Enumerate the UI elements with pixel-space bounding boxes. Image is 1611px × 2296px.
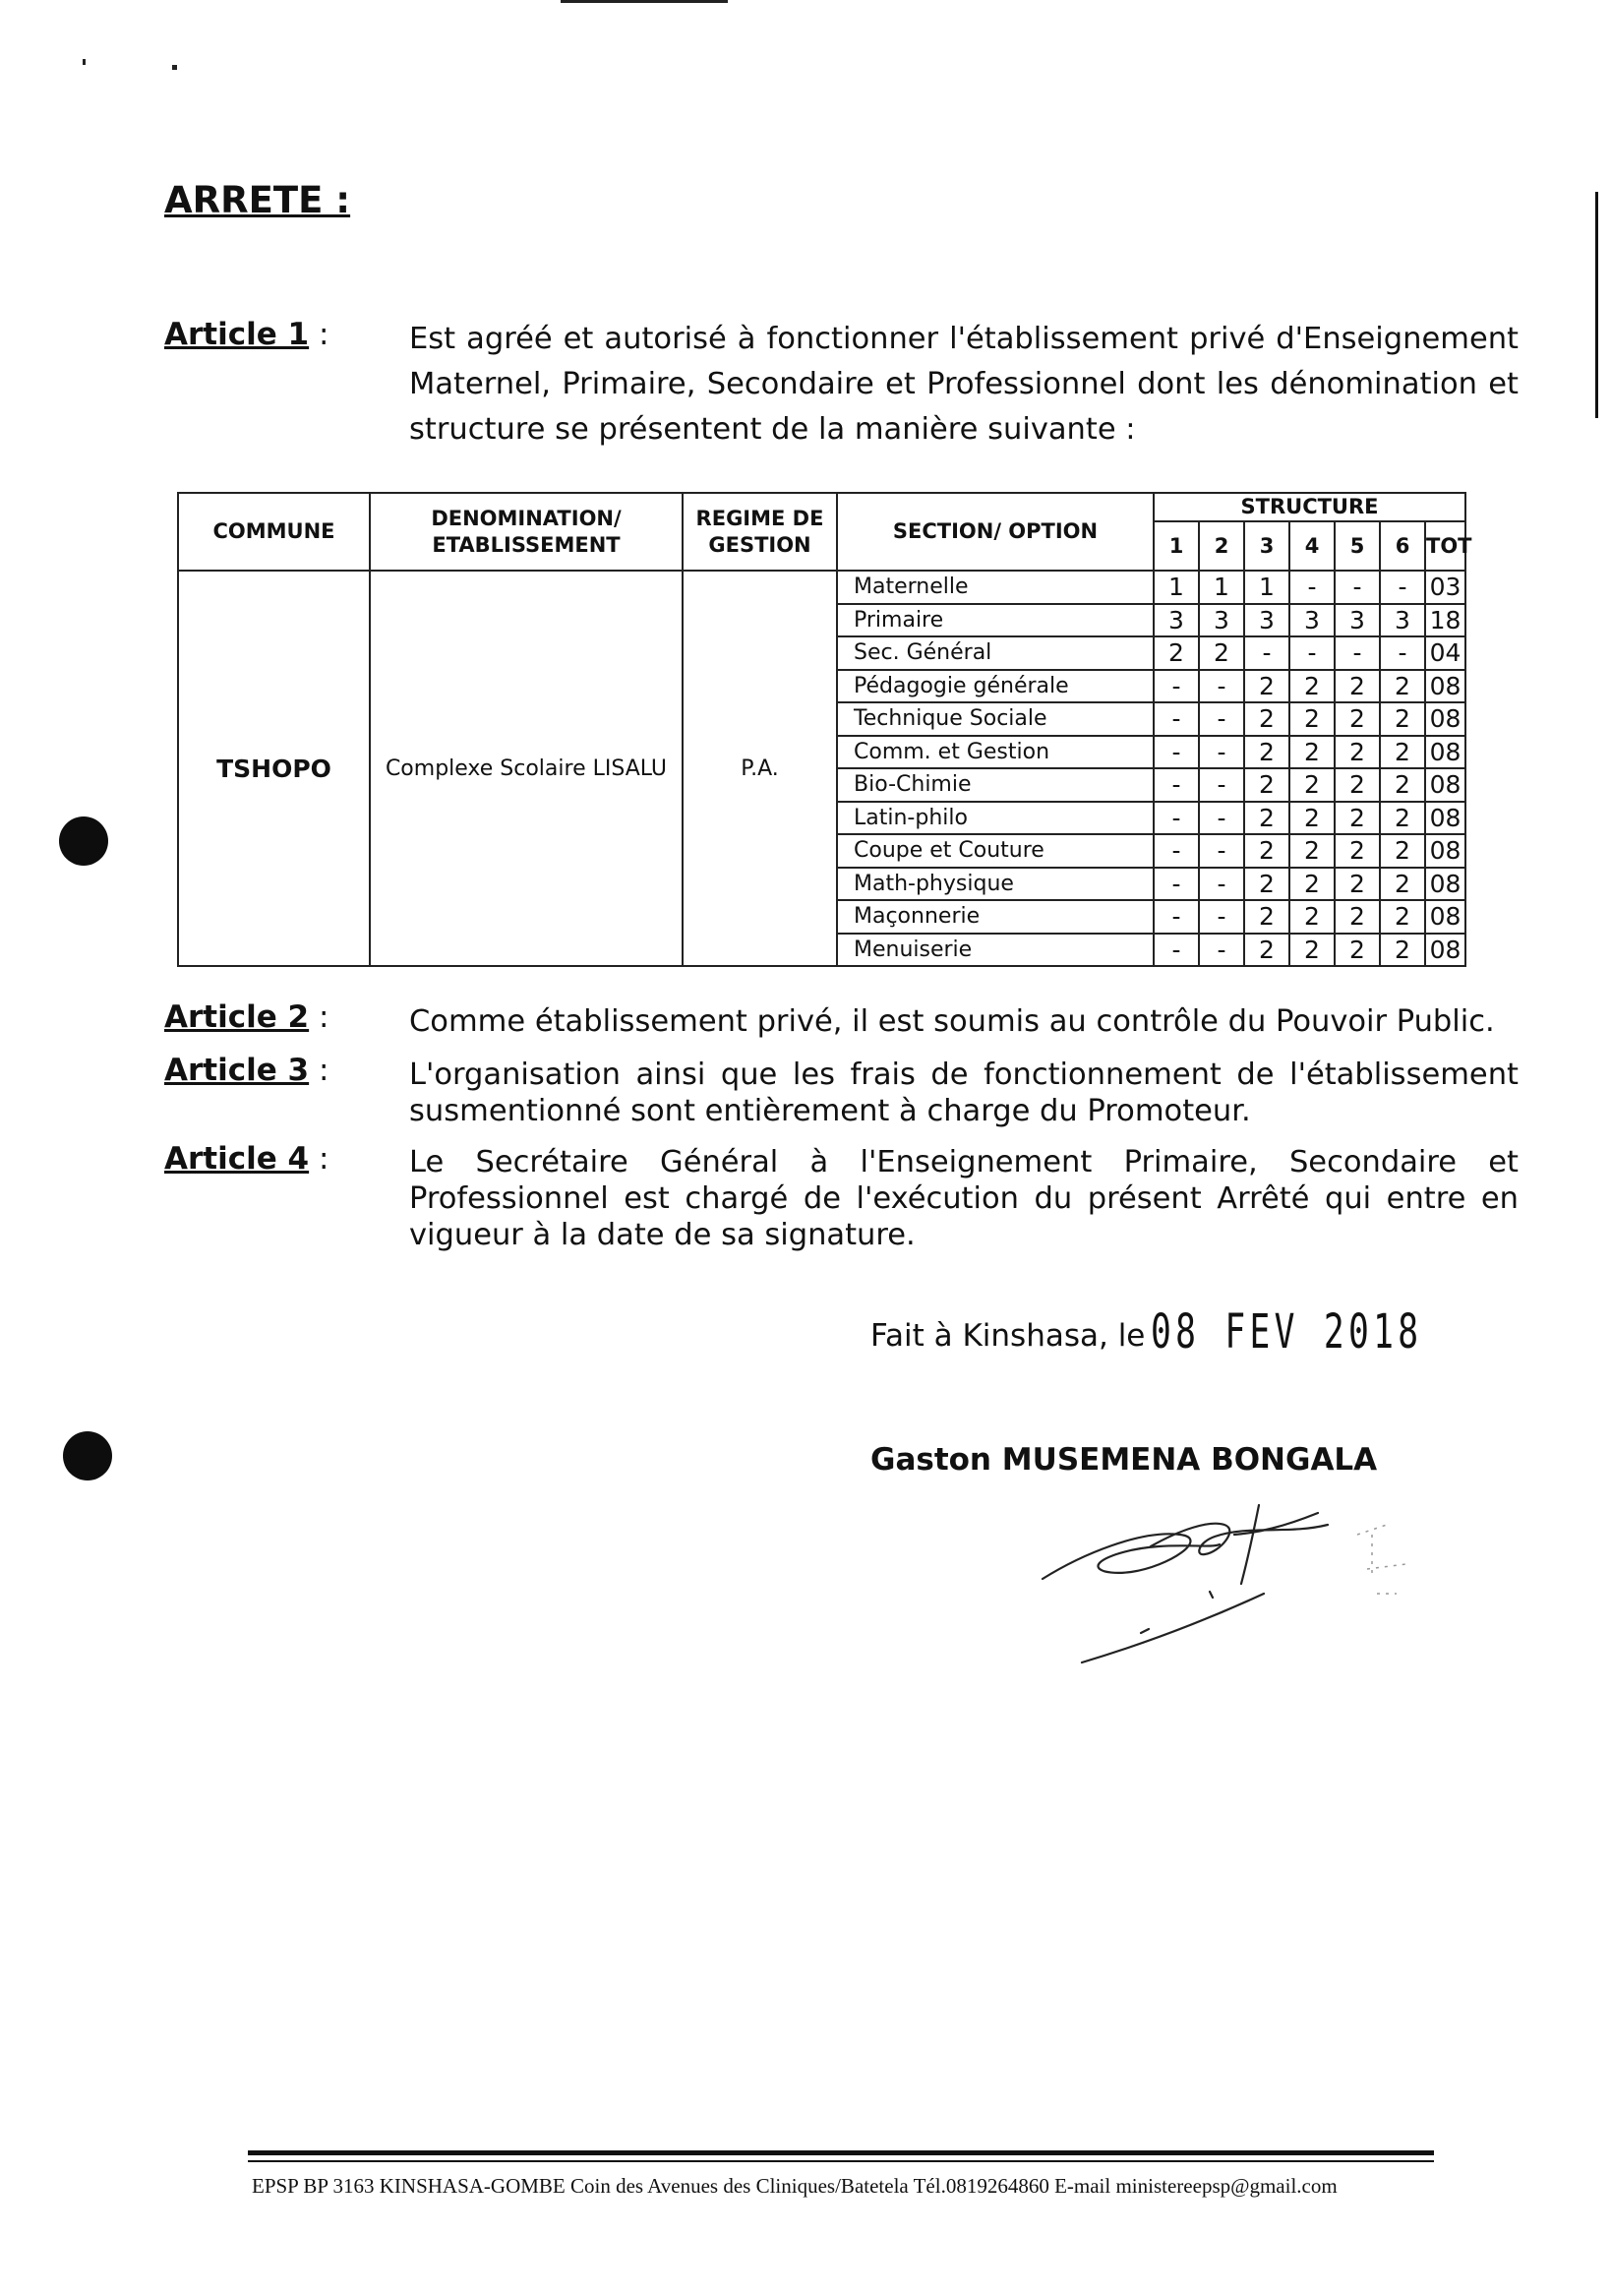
level-cell: 2 [1335,670,1380,703]
level-cell: 2 [1335,900,1380,934]
level-cell: 2 [1244,736,1289,769]
level-cell: - [1154,802,1199,835]
level-cell: 2 [1289,868,1335,901]
level-cell: 2 [1380,934,1425,967]
level-cell: 2 [1380,736,1425,769]
level-cell: 2 [1244,670,1289,703]
date-stamp: 08 FEV 2018 [1151,1304,1423,1359]
option-cell: Menuiserie [837,934,1154,967]
level-cell: - [1199,934,1244,967]
total-cell: 08 [1425,768,1465,802]
level-cell: 2 [1154,636,1199,670]
level-cell: - [1199,802,1244,835]
regime-cell: P.A. [683,571,837,966]
level-cell: - [1154,768,1199,802]
level-cell: 2 [1335,934,1380,967]
level-cell: 2 [1244,702,1289,736]
header-level: 2 [1199,521,1244,571]
article-3-label [164,1053,328,1088]
header-denomination: DENOMINATION/ ETABLISSEMENT [370,493,683,571]
header-total: TOT [1425,521,1465,571]
level-cell: 2 [1380,802,1425,835]
article-3-text: L'organisation ainsi que les frais de fonctionnement de l'établissement susmentionné sont entièrement à charge du Promoteur. [409,1057,1519,1128]
level-cell: 2 [1289,802,1335,835]
option-cell: Maçonnerie [837,900,1154,934]
level-cell: 2 [1244,934,1289,967]
level-cell: - [1154,736,1199,769]
option-cell: Pédagogie générale [837,670,1154,703]
level-cell: 2 [1289,900,1335,934]
level-cell: - [1154,934,1199,967]
scan-speck [83,59,86,65]
article-4-label [164,1141,328,1177]
level-cell: 2 [1244,768,1289,802]
level-cell: 2 [1335,768,1380,802]
option-cell: Comm. et Gestion [837,736,1154,769]
article-label-text: Article 2 [164,999,310,1035]
total-cell: 08 [1425,736,1465,769]
total-cell: 08 [1425,702,1465,736]
level-cell: - [1199,768,1244,802]
level-cell: 2 [1289,934,1335,967]
level-cell: 2 [1244,900,1289,934]
level-cell: - [1199,702,1244,736]
header-level: 1 [1154,521,1199,571]
article-label-separator: : [309,999,329,1035]
level-cell: - [1154,868,1199,901]
level-cell: 1 [1244,571,1289,604]
table-row [178,571,1465,604]
header-level: 4 [1289,521,1335,571]
level-cell: - [1199,670,1244,703]
header-level: 5 [1335,521,1380,571]
commune-cell: TSHOPO [178,571,370,966]
level-cell: - [1199,868,1244,901]
scan-speck [561,0,728,3]
article-1-label [164,317,328,352]
place-of-signature: Fait à Kinshasa, le [870,1318,1146,1354]
total-cell: 08 [1425,900,1465,934]
punch-hole [63,1431,112,1480]
level-cell: 2 [1380,834,1425,868]
level-cell: 3 [1199,604,1244,637]
level-cell: 2 [1380,670,1425,703]
footer-address: EPSP BP 3163 KINSHASA-GOMBE Coin des Avenues des Cliniques/Batetela Tél.0819264860 E-mail ministereepsp@gmail.com [252,2174,1338,2198]
option-cell: Latin-philo [837,802,1154,835]
level-cell: 3 [1289,604,1335,637]
header-regime: REGIME DE GESTION [683,493,837,571]
level-cell: 2 [1380,900,1425,934]
level-cell: 2 [1335,802,1380,835]
article-2-label [164,999,328,1035]
total-cell: 08 [1425,670,1465,703]
option-cell: Primaire [837,604,1154,637]
level-cell: 1 [1154,571,1199,604]
level-cell: 2 [1380,868,1425,901]
scan-speck [172,65,177,70]
level-cell: 2 [1244,834,1289,868]
article-label-text: Article 3 [164,1053,310,1088]
level-cell: - [1199,834,1244,868]
total-cell: 08 [1425,934,1465,967]
footer-rule [248,2160,1434,2162]
document-heading: ARRETE : [164,179,351,221]
option-cell: Sec. Général [837,636,1154,670]
total-cell: 08 [1425,834,1465,868]
article-label-text: Article 1 [164,317,310,352]
level-cell: 2 [1335,834,1380,868]
article-label-separator: : [309,317,329,352]
level-cell: - [1289,571,1335,604]
level-cell: 2 [1289,834,1335,868]
level-cell: 2 [1289,736,1335,769]
structure-table [177,492,1472,967]
level-cell: - [1289,636,1335,670]
level-cell: - [1199,900,1244,934]
signer-name: Gaston MUSEMENA BONGALA [870,1442,1378,1478]
level-cell: 2 [1380,768,1425,802]
option-cell: Math-physique [837,868,1154,901]
header-section: SECTION/ OPTION [837,493,1154,571]
total-cell: 08 [1425,868,1465,901]
level-cell: 2 [1380,702,1425,736]
level-cell: 3 [1154,604,1199,637]
footer-rule [248,2150,1434,2155]
header-level: 3 [1244,521,1289,571]
level-cell: - [1154,702,1199,736]
level-cell: 3 [1335,604,1380,637]
level-cell: - [1335,571,1380,604]
level-cell: 2 [1244,802,1289,835]
total-cell: 08 [1425,802,1465,835]
level-cell: 2 [1335,702,1380,736]
level-cell: 3 [1244,604,1289,637]
article-label-separator: : [309,1053,329,1088]
header-level: 6 [1380,521,1425,571]
level-cell: - [1154,900,1199,934]
level-cell: 2 [1289,670,1335,703]
level-cell: 1 [1199,571,1244,604]
option-cell: Technique Sociale [837,702,1154,736]
punch-hole [59,816,108,866]
level-cell: - [1244,636,1289,670]
scan-edge-mark [1595,192,1598,418]
article-2-text: Comme établissement privé, il est soumis au contrôle du Pouvoir Public. [409,1004,1495,1039]
total-cell: 18 [1425,604,1465,637]
article-1-text: Est agréé et autorisé à fonctionner l'établissement privé d'Enseignement Maternel, Primaire, Secondaire et Professionnel dont les dénomination et structure se présentent de la manière suivante : [409,322,1519,447]
level-cell: 2 [1244,868,1289,901]
article-4-text: Le Secrétaire Général à l'Enseignement Primaire, Secondaire et Professionnel est chargé de l'exécution du présent Arrêté qui entre en vigueur à la date de sa signature. [409,1145,1519,1252]
level-cell: - [1335,636,1380,670]
level-cell: 3 [1380,604,1425,637]
total-cell: 04 [1425,636,1465,670]
structure-table-body [178,571,1465,966]
level-cell: 2 [1199,636,1244,670]
level-cell: - [1380,571,1425,604]
etablissement-cell: Complexe Scolaire LISALU [370,571,683,966]
level-cell: - [1380,636,1425,670]
level-cell: 2 [1335,736,1380,769]
option-cell: Bio-Chimie [837,768,1154,802]
header-commune: COMMUNE [178,493,370,571]
level-cell: 2 [1335,868,1380,901]
total-cell: 03 [1425,571,1465,604]
article-label-text: Article 4 [164,1141,310,1177]
level-cell: 2 [1289,702,1335,736]
level-cell: - [1199,736,1244,769]
level-cell: - [1154,834,1199,868]
handwritten-signature [1023,1476,1436,1672]
article-label-separator: : [309,1141,329,1177]
level-cell: 2 [1289,768,1335,802]
level-cell: - [1154,670,1199,703]
header-structure: STRUCTURE [1154,493,1465,521]
option-cell: Coupe et Couture [837,834,1154,868]
option-cell: Maternelle [837,571,1154,604]
